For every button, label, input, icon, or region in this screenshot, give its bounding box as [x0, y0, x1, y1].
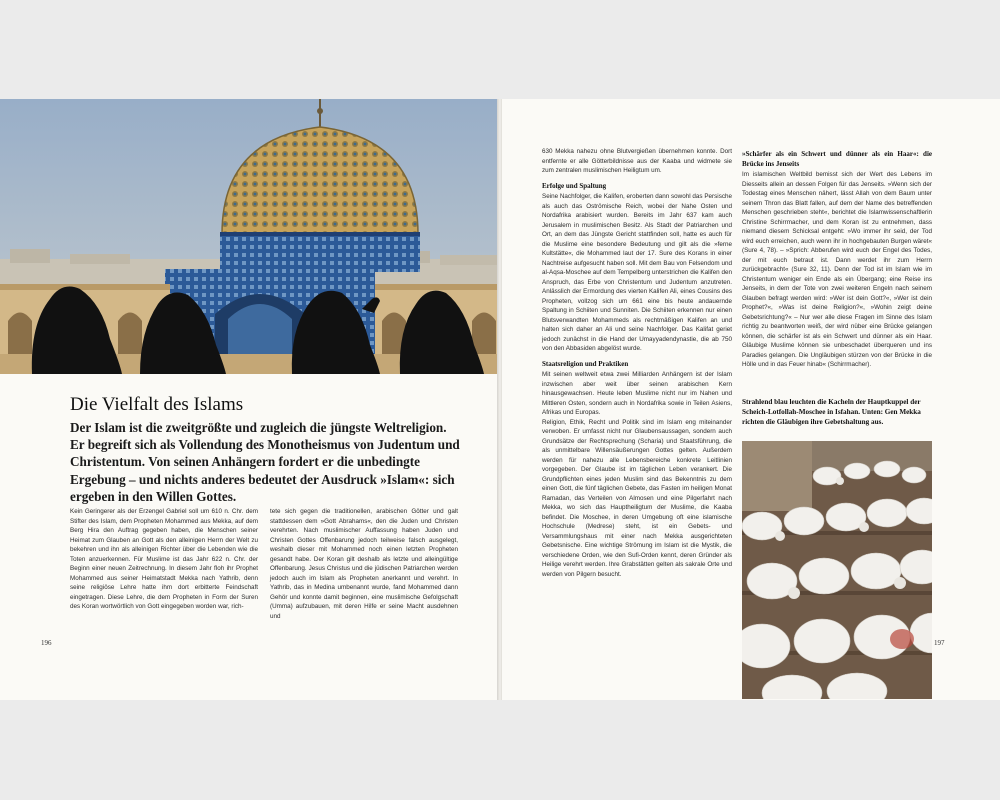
page-number-right: 197 — [934, 639, 945, 647]
article-headline: Die Vielfalt des Islams — [70, 394, 244, 415]
body-text: Mit seinen weltweit etwa zwei Milliarden Anhängern ist der Islam inzwischen aber weit über seinen arabischen Kern hinausgewachsen. Heute leben Muslime nicht nur im Nahen und Mittleren Osten, sondern auch in Nordafrika sowie in Teilen Asiens, Afrikas und Europas. — [542, 371, 732, 416]
section-heading: »Schärfer als ein Schwert und dünner als ein Haar«: die Brücke ins Jenseits — [742, 150, 932, 168]
photo-caption: Strahlend blau leuchten die Kacheln der Hauptkuppel der Scheich-Lotfollah-Moschee in Isfahan. Unten: Gen Mekka richten die Gläubigen ihre Gebetshaltung aus. — [742, 398, 921, 426]
mosque-photo — [0, 99, 498, 374]
section-heading: Erfolge und Spaltung — [542, 181, 607, 190]
body-column-2 — [270, 507, 458, 621]
body-text: Im islamischen Weltbild bemisst sich der Wert des Lebens im Diesseits allein an dessen Folgen für das Jenseits. »Wenn sich der Todestag eines Menschen nähert, lässt Allah von dem Baum unter seinem Thron das Blatt fallen, auf dem der Name des betreffenden Menschen geschrieben steht«, berichtet die Islamwissenschaftlerin Christine Schirrmacher, und dem Koran ist zu entnehmen, dass niemand diesem Schicksal entgeht: »Wo immer ihr seid, der Tod wird euch erreichen, auch wenn ihr in hochgebauten Burgen wäret« (Sure 4, 78). – »Sprich: Abberufen wird euch der Engel des Todes, der mit euch betraut ist. Dann werdet ihr zum Herrn zurückgebracht« (Sure 32, 11). Denn der Tod ist im Islam wie im Christentum weniger ein Ende als ein Übergang; eine Reise ins Jenseits, in dem der Tote von zwei weiteren Engeln nach seinem Glauben befragt werden wird: »Wer ist dein Gott?«, »Wer ist dein Prophet?«, »Was ist deine Religion?«, »Wohin zeigt deine Gebetsrichtung?« – Nur wer alle diese Fragen im Sinne des Islam richtig zu beantworten weiß, der wird nüber eine Brücke gelangen können, die schärfer ist als ein Schwert und dünner als ein Haar. Gläubige Muslime können sie unbeschadet überqueren und ins Paradies gelangen. Die Ungläubigen stürzen von der Brücke in die Hölle und in das Feuer hinab« (Schirrmacher). — [742, 171, 932, 368]
body-text: Seine Nachfolger, die Kalifen, eroberten dann sowohl das Persische als auch das Oströmische Reich, wobei der Nahe Osten und Nordafrika arabisiert wurden. Bereits im Jahr 637 kam auch Jerusalem in muslimischen Besitz. Als Stadt der Patriarchen und Ort, an dem das Jüngste Gericht stattfinden soll, hatte es auch für die Muslime eine besondere Bedeutung und gilt als die »ferne Kultstätte«, die Mohammed laut der 17. Sure des Korans in einer Nachtreise aufgesucht haben soll. Mit dem Bau von Felsendom und al-Aqsa-Moschee auf dem Tempelberg unterstrichen die Kalifen den Anspruch, das Erbe von Christentum und Judentum anzutreten. Anlässlich der Ermordung des vierten Kalifen Ali, eines Cousins des Propheten, vollzog sich um 661 eine bis heute andauernde Spaltung in Schiiten und Sunniten. Die Schiiten erkennen nur einen Blutsverwandten Mohammeds als rechtmäßigen Kalifen an und halten sich daher an Ali und seine Nachfolger. Das Kalifat geriet jedoch zunächst in die Hand der Umayyadendynastie, die ab 750 von den Abbasiden abgelöst wurde. — [542, 193, 732, 352]
lead-paragraph: Der Islam ist die zweitgrößte und zugleich die jüngste Weltreligion. Er begreift sich als Vollendung des Monotheismus von Judentum und Christentum. Von seinen Anhängern fordert er die unbedingte Ergebung – und nichts anderes bedeutet der Ausdruck »Islam«: sich ergeben in den Willen Gottes. — [70, 420, 460, 504]
body-column-1 — [70, 507, 258, 612]
body-text: Kein Geringerer als der Erzengel Gabriel soll um 610 n. Chr. dem Stifter des Islam, dem Propheten Mohammed aus Mekka, auf dem Berg Hira den Auftrag gegeben haben, die Menschen seiner Heimat zum Glauben an Gott als den alleinigen Herrn der Welt zu bekehren und ihn als alleinigen Richter über die Lebenden wie die Toten anzuerkennen. Für Muslime ist das Jahr 622 n. Chr. der Beginn einer neuen Zeitrechnung. In diesem Jahr floh ihr Prophet Mohammed aus seiner Heimatstadt Mekka nach Yathrib, denn seine religiöse Lehre hatte ihm dort erbitterte Feindschaft eingetragen. Diese Lehre, die dem Propheten in Form der Suren des Koran wortwörtlich von Gott eingegeben worden war, rich- — [70, 508, 258, 610]
body-text: Religion, Ethik, Recht und Politik sind im Islam eng miteinander verwoben. Er umfasst nicht nur Glaubensaussagen, sondern auch Grundsätze der Rechtsprechung (Scharia) und Staatsführung, die als unmittelbare Willensäußerungen Gottes gelten. Außerdem werden für nahezu alle Lebensbereiche konkrete Leitlinien vorgegeben. Der Glaube ist im täglichen Leben verankert. Die Grundpflichten eines jeden Muslim sind das Bekenntnis zu dem einen Gott, die fünf täglichen Gebete, das Fasten im heiligen Monat Ramadan, das Verteilen von Almosen und eine Pilgerfahrt nach Mekka, wo sich das Hauptheiligtum der Muslime, die Kaaba befindet. Die Moschee, in deren Umgebung oft eine islamische Hochschule (Medrese) steht, ist ein Gebets- und Versammlungshaus mit einer nach Mekka ausgerichteten Gebetsnische. Eine wichtige Strömung im Islam ist die Mystik, die verschiedene Orden, wie den Sufi-Orden kennt, deren Gründer als Heilige verehrt werden. Ihre Grabstätten gelten als sakrale Orte und werden von Pilgern besucht. — [542, 418, 732, 578]
prayer-illustration — [742, 441, 932, 699]
body-column-4 — [742, 150, 932, 370]
page-number-left: 196 — [41, 639, 52, 647]
section-heading: Staatsreligion und Praktiken — [542, 359, 629, 368]
body-text: tete sich gegen die traditionellen, arabischen Götter und galt stattdessen dem »Gott Abrahams«, den die Juden und Christen verehrten. Nach muslimischer Auffassung haben Juden und Christen Gottes Offenbarung jedoch teilweise falsch ausgelegt, weshalb dieser mit Mohammed noch einen letzten Propheten gesandt habe. Der Koran gilt deshalb als letzte und alleingültige Offenbarung. Jesus Christus und die jüdischen Patriarchen werden jedoch auch im Islam als Propheten anerkannt und verehrt. In Yathrib, das in Medina umbenannt wurde, fand Mohammed dann Gehör und konnte damit beginnen, eine muslimische Gefolgschaft (Umma) aufzubauen, mit deren Hilfe er seine Macht ausdehnen und — [270, 508, 458, 620]
right-page — [502, 99, 1000, 700]
prayer-photo — [742, 441, 932, 699]
book-spread — [0, 99, 1000, 700]
body-text: 630 Mekka nahezu ohne Blutvergießen übernehmen konnte. Dort entfernte er alle Götterbildnisse aus der Kaaba und widmete sie zum zentralen muslimischen Heiligtum um. — [542, 148, 732, 174]
mosque-illustration — [0, 99, 498, 374]
body-column-3 — [542, 147, 732, 579]
left-page — [0, 99, 498, 700]
